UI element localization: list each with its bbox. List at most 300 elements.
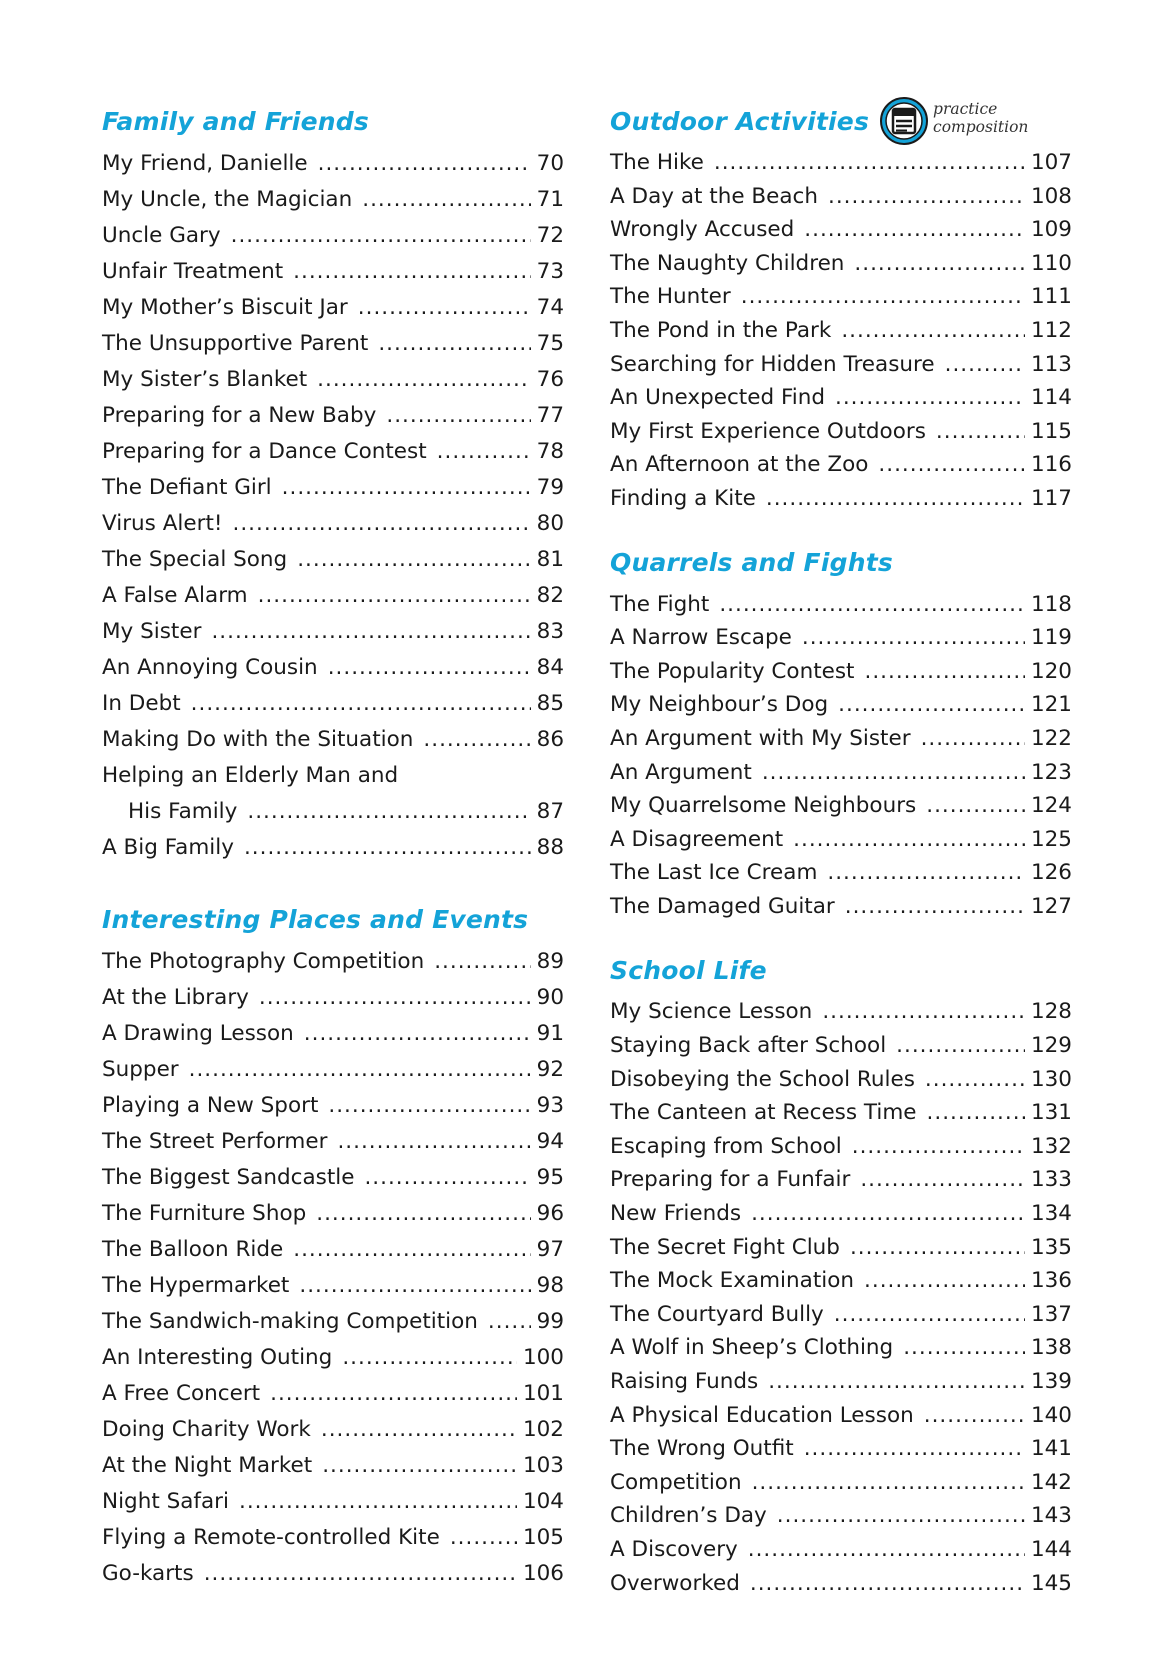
toc-entry[interactable] xyxy=(102,722,564,758)
toc-entry-title: A Discovery xyxy=(610,1536,738,1562)
toc-entry-page-number: 102 xyxy=(522,1417,564,1442)
toc-entry-page-number: 135 xyxy=(1030,1234,1072,1260)
toc-entry[interactable] xyxy=(102,362,564,398)
toc-entry-title: Finding a Kite xyxy=(610,485,756,511)
toc-entry-page-number: 144 xyxy=(1030,1536,1072,1562)
toc-entry-page-number: 124 xyxy=(1030,793,1072,819)
toc-entry[interactable] xyxy=(102,326,564,362)
toc-entry[interactable] xyxy=(610,655,1072,689)
toc-entry-title: The Wrong Outfit xyxy=(610,1436,794,1462)
toc-entry-page-number: 74 xyxy=(536,295,564,320)
toc-entry-page-number: 116 xyxy=(1030,452,1072,478)
dot-leader xyxy=(762,756,1025,790)
toc-entry-title: Supper xyxy=(102,1057,179,1082)
toc-entry-title: The Sandwich-making Competition xyxy=(102,1309,478,1334)
dot-leader xyxy=(845,890,1025,924)
toc-entry[interactable] xyxy=(610,1298,1072,1332)
dot-leader xyxy=(297,542,530,578)
toc-entry-title: My First Experience Outdoors xyxy=(610,418,926,444)
dot-leader xyxy=(488,1304,531,1340)
dot-leader xyxy=(244,830,531,866)
toc-entry-page-number: 79 xyxy=(536,475,564,500)
toc-entry-page-number: 110 xyxy=(1030,250,1072,276)
toc-entry-page-number: 122 xyxy=(1030,725,1072,751)
toc-entry-title: The Pond in the Park xyxy=(610,317,832,343)
dot-leader xyxy=(239,1484,517,1520)
dot-leader xyxy=(827,856,1025,890)
dot-leader xyxy=(259,980,531,1016)
practice-composition-icon xyxy=(879,96,929,146)
section-title: Quarrels and Fights xyxy=(610,548,893,578)
toc-entry-title: Preparing for a Funfair xyxy=(610,1167,851,1193)
toc-entry-title: My Mother’s Biscuit Jar xyxy=(102,295,348,320)
toc-entry-title: Overworked xyxy=(610,1570,740,1596)
toc-entry-title: An Argument with My Sister xyxy=(610,725,911,751)
toc-entry[interactable] xyxy=(610,588,1072,622)
toc-entry[interactable] xyxy=(610,1231,1072,1265)
toc-entry[interactable] xyxy=(102,182,564,218)
toc-entry[interactable] xyxy=(610,722,1072,756)
toc-entry-title: The Hike xyxy=(610,150,704,175)
section-school-life xyxy=(610,945,1072,1600)
toc-entry-title: The Courtyard Bully xyxy=(610,1301,824,1327)
toc-entry[interactable] xyxy=(102,1376,564,1412)
dot-leader xyxy=(936,415,1025,449)
dot-leader xyxy=(328,1088,530,1124)
toc-entry[interactable] xyxy=(102,1196,564,1232)
section-heading-row xyxy=(102,894,564,944)
section-outdoor-activities xyxy=(610,96,1072,516)
toc-entry[interactable] xyxy=(610,1466,1072,1500)
toc-entry-title: My Sister’s Blanket xyxy=(102,367,308,392)
toc-entry-title: Uncle Gary xyxy=(102,223,221,248)
dot-leader xyxy=(896,1029,1025,1063)
toc-entry-title: Searching for Hidden Treasure xyxy=(610,351,935,377)
dot-leader xyxy=(316,1196,530,1232)
dot-leader xyxy=(719,588,1025,622)
toc-entry-title: A Drawing Lesson xyxy=(102,1021,294,1046)
toc-entry-page-number: 118 xyxy=(1030,591,1072,617)
toc-entry[interactable] xyxy=(102,1556,564,1592)
toc-entry-page-number: 86 xyxy=(536,727,564,752)
dot-leader xyxy=(321,1412,517,1448)
toc-entry-title: The Last Ice Cream xyxy=(610,860,818,886)
toc-entry[interactable] xyxy=(610,1096,1072,1130)
dot-leader xyxy=(337,1124,530,1160)
toc-entry[interactable] xyxy=(102,506,564,542)
toc-entry-page-number: 142 xyxy=(1030,1469,1072,1495)
dot-leader xyxy=(328,650,531,686)
toc-entry[interactable] xyxy=(610,1499,1072,1533)
toc-entry-title: The Biggest Sandcastle xyxy=(102,1165,355,1190)
toc-entry[interactable] xyxy=(102,686,564,722)
toc-entry[interactable] xyxy=(610,1163,1072,1197)
toc-entry-page-number: 97 xyxy=(536,1237,564,1262)
toc-entry[interactable] xyxy=(610,381,1072,415)
dot-leader xyxy=(834,1298,1025,1332)
toc-entry-title: Flying a Remote-controlled Kite xyxy=(102,1525,440,1550)
dot-leader xyxy=(864,655,1024,689)
toc-entry-title: Doing Charity Work xyxy=(102,1417,311,1442)
toc-entry-title: A Physical Education Lesson xyxy=(610,1402,914,1428)
toc-entry[interactable] xyxy=(610,688,1072,722)
toc-entry-page-number: 132 xyxy=(1030,1133,1072,1159)
toc-entry-page-number: 115 xyxy=(1030,418,1072,444)
section-heading-row xyxy=(102,96,564,146)
toc-entry-title: His Family xyxy=(128,799,238,824)
toc-entry[interactable] xyxy=(102,614,564,650)
dot-leader xyxy=(317,362,530,398)
toc-entry[interactable] xyxy=(610,314,1072,348)
toc-entry[interactable] xyxy=(610,1331,1072,1365)
toc-entry-page-number: 117 xyxy=(1030,485,1072,511)
dot-leader xyxy=(191,686,531,722)
toc-entry-page-number: 114 xyxy=(1030,385,1072,411)
badge-text xyxy=(933,100,1028,136)
toc-entry-title: Wrongly Accused xyxy=(610,217,795,243)
toc-entry-title: Playing a New Sport xyxy=(102,1093,319,1118)
toc-entry-page-number: 103 xyxy=(522,1453,564,1478)
toc-entry-page-number: 120 xyxy=(1030,658,1072,684)
toc-entry-page-number: 108 xyxy=(1030,183,1072,209)
toc-entry-page-number: 77 xyxy=(536,403,564,428)
dot-leader xyxy=(860,1163,1025,1197)
toc-entry-page-number: 138 xyxy=(1030,1335,1072,1361)
toc-entry[interactable] xyxy=(610,756,1072,790)
toc-entry-page-number: 84 xyxy=(536,655,564,680)
section-heading-row xyxy=(610,945,1072,995)
toc-entry[interactable] xyxy=(102,1304,564,1340)
toc-entry[interactable] xyxy=(610,146,1072,180)
toc-entry-title: A Big Family xyxy=(102,835,234,860)
toc-entry[interactable] xyxy=(102,650,564,686)
toc-entry-page-number: 136 xyxy=(1030,1268,1072,1294)
toc-entry-title: My Science Lesson xyxy=(610,999,813,1025)
dot-leader xyxy=(304,1016,531,1052)
toc-entry-page-number: 101 xyxy=(522,1381,564,1406)
toc-entry-page-number: 95 xyxy=(536,1165,564,1190)
toc-entry-page-number: 92 xyxy=(536,1057,564,1082)
section-quarrels-and-fights xyxy=(610,538,1072,924)
toc-entry-title: The Fight xyxy=(610,591,710,617)
toc-entry-page-number: 85 xyxy=(536,691,564,716)
toc-entry[interactable] xyxy=(102,146,564,182)
toc-entry[interactable] xyxy=(610,1063,1072,1097)
dot-leader xyxy=(926,789,1025,823)
dot-leader xyxy=(386,398,530,434)
toc-entry-page-number: 127 xyxy=(1030,893,1072,919)
toc-entry-title: At the Night Market xyxy=(102,1453,313,1478)
toc-entry-page-number: 88 xyxy=(536,835,564,860)
toc-entry[interactable] xyxy=(610,1432,1072,1466)
toc-entry-title: A Wolf in Sheep’s Clothing xyxy=(610,1335,894,1361)
toc-entry-title: A Disagreement xyxy=(610,826,784,852)
toc-entry-page-number: 94 xyxy=(536,1129,564,1154)
dot-leader xyxy=(927,1096,1025,1130)
dot-leader xyxy=(793,823,1025,857)
dot-leader xyxy=(828,180,1025,214)
toc-entry-title: Children’s Day xyxy=(610,1503,767,1529)
toc-entry[interactable] xyxy=(610,1264,1072,1298)
toc-entry[interactable] xyxy=(102,434,564,470)
toc-entry-title-line: Helping an Elderly Man and xyxy=(102,763,399,788)
toc-entry-title: Preparing for a New Baby xyxy=(102,403,377,428)
toc-entry-title: Staying Back after School xyxy=(610,1033,887,1059)
toc-entry-page-number: 130 xyxy=(1030,1066,1072,1092)
dot-leader xyxy=(850,1231,1025,1265)
toc-entry[interactable] xyxy=(102,980,564,1016)
toc-entry-page-number: 107 xyxy=(1030,150,1072,175)
right-column xyxy=(610,96,1072,1600)
toc-entry-title: The Defiant Girl xyxy=(102,475,272,500)
toc-entry-page-number: 80 xyxy=(536,511,564,536)
toc-entry[interactable] xyxy=(610,1533,1072,1567)
dot-leader xyxy=(838,688,1025,722)
dot-leader xyxy=(752,1466,1025,1500)
dot-leader xyxy=(211,614,530,650)
toc-entry[interactable] xyxy=(102,830,564,866)
toc-entry-title: Competition xyxy=(610,1469,742,1495)
toc-entry[interactable] xyxy=(102,470,564,506)
toc-entry-page-number: 131 xyxy=(1030,1100,1072,1126)
toc-entry[interactable] xyxy=(102,290,564,326)
toc-entry-page-number: 123 xyxy=(1030,759,1072,785)
section-interesting-places-and-events xyxy=(102,894,564,1592)
toc-entry-title: An Interesting Outing xyxy=(102,1345,333,1370)
toc-entry[interactable] xyxy=(102,944,564,980)
dot-leader xyxy=(322,1448,517,1484)
dot-leader xyxy=(777,1499,1025,1533)
toc-entry[interactable] xyxy=(102,1052,564,1088)
dot-leader xyxy=(741,280,1025,314)
toc-entry-title: Virus Alert! xyxy=(102,511,223,536)
toc-entry-title: In Debt xyxy=(102,691,181,716)
toc-entry[interactable] xyxy=(102,794,564,830)
toc-entry-page-number: 93 xyxy=(536,1093,564,1118)
toc-entry[interactable] xyxy=(610,1365,1072,1399)
toc-entry-page-number: 100 xyxy=(522,1345,564,1370)
toc-entry-page-number: 106 xyxy=(522,1561,564,1586)
toc-entry-page-number: 129 xyxy=(1030,1033,1072,1059)
toc-entry[interactable] xyxy=(610,789,1072,823)
toc-entry-page-number: 109 xyxy=(1030,217,1072,243)
dot-leader xyxy=(293,1232,530,1268)
dot-leader xyxy=(878,448,1025,482)
toc-entry[interactable] xyxy=(610,621,1072,655)
toc-entry[interactable] xyxy=(610,1399,1072,1433)
dot-leader xyxy=(852,1130,1025,1164)
dot-leader xyxy=(247,794,530,830)
section-family-and-friends xyxy=(102,96,564,866)
left-column xyxy=(102,96,564,1592)
toc-entry-title: My Sister xyxy=(102,619,202,644)
toc-entry-title: A Narrow Escape xyxy=(610,625,792,651)
toc-entry[interactable] xyxy=(102,1520,564,1556)
toc-entry-title: Unfair Treatment xyxy=(102,259,284,284)
toc-entry-title: Preparing for a Dance Contest xyxy=(102,439,427,464)
dot-leader xyxy=(921,722,1025,756)
toc-entry-title: An Annoying Cousin xyxy=(102,655,318,680)
toc-entry[interactable] xyxy=(102,1160,564,1196)
toc-entry-page-number: 76 xyxy=(536,367,564,392)
toc-entry-page-number: 137 xyxy=(1030,1301,1072,1327)
dot-leader xyxy=(437,434,531,470)
toc-entry[interactable] xyxy=(102,1448,564,1484)
toc-entry-title: A False Alarm xyxy=(102,583,248,608)
toc-entry[interactable] xyxy=(610,280,1072,314)
toc-entry-page-number: 91 xyxy=(536,1021,564,1046)
dot-leader xyxy=(378,326,530,362)
dot-leader xyxy=(270,1376,517,1412)
toc-entry[interactable] xyxy=(610,180,1072,214)
toc-entry[interactable] xyxy=(610,247,1072,281)
toc-entry[interactable] xyxy=(102,254,564,290)
toc-entry[interactable] xyxy=(102,398,564,434)
toc-entry-page-number: 111 xyxy=(1030,284,1072,310)
toc-entry[interactable] xyxy=(610,890,1072,924)
toc-entry-page-number: 126 xyxy=(1030,860,1072,886)
dot-leader xyxy=(282,470,531,506)
dot-leader xyxy=(299,1268,530,1304)
toc-entry-page-number: 73 xyxy=(536,259,564,284)
toc-entry[interactable] xyxy=(610,448,1072,482)
toc-entry[interactable] xyxy=(102,1484,564,1520)
dot-leader xyxy=(714,146,1025,180)
toc-entry-page-number: 140 xyxy=(1030,1402,1072,1428)
section-title: School Life xyxy=(610,955,767,985)
dot-leader xyxy=(751,1197,1025,1231)
toc-entry-page-number: 112 xyxy=(1030,317,1072,343)
dot-leader xyxy=(903,1331,1025,1365)
badge-text-line2: composition xyxy=(933,118,1029,136)
toc-entry-page-number: 143 xyxy=(1030,1503,1072,1529)
toc-entry[interactable] xyxy=(102,218,564,254)
toc-entry[interactable] xyxy=(102,542,564,578)
toc-entry-page-number: 134 xyxy=(1030,1201,1072,1227)
toc-entry-page-number: 105 xyxy=(522,1525,564,1550)
dot-leader xyxy=(768,1365,1025,1399)
toc-entry-page-number: 90 xyxy=(536,985,564,1010)
toc-entry-page-number: 125 xyxy=(1030,826,1072,852)
dot-leader xyxy=(804,213,1025,247)
toc-entry[interactable] xyxy=(610,1029,1072,1063)
toc-entry-title: The Canteen at Recess Time xyxy=(610,1100,917,1126)
dot-leader xyxy=(835,381,1025,415)
toc-entry-page-number: 145 xyxy=(1030,1570,1072,1596)
toc-entry-page-number: 78 xyxy=(536,439,564,464)
dot-leader xyxy=(189,1052,531,1088)
dot-leader xyxy=(450,1520,517,1556)
toc-entry-page-number: 87 xyxy=(536,799,564,824)
toc-entry-page-number: 98 xyxy=(536,1273,564,1298)
toc-entry[interactable] xyxy=(610,823,1072,857)
toc-entry-page-number: 72 xyxy=(536,223,564,248)
toc-entry-page-number: 89 xyxy=(536,949,564,974)
dot-leader xyxy=(854,247,1025,281)
dot-leader xyxy=(233,506,531,542)
toc-entry-title: An Argument xyxy=(610,759,752,785)
toc-entry-page-number: 75 xyxy=(536,331,564,356)
dot-leader xyxy=(423,722,530,758)
badge-text-line1: practice xyxy=(933,100,998,118)
toc-entry-title: Go-karts xyxy=(102,1561,194,1586)
toc-entry[interactable] xyxy=(102,1340,564,1376)
section-title: Outdoor Activities xyxy=(610,106,870,136)
toc-entry-title: A Day at the Beach xyxy=(610,183,818,209)
toc-entry-page-number: 113 xyxy=(1030,351,1072,377)
toc-entry-title: The Unsupportive Parent xyxy=(102,331,369,356)
dot-leader xyxy=(748,1533,1025,1567)
toc-entry-title: The Furniture Shop xyxy=(102,1201,307,1226)
dot-leader xyxy=(362,182,530,218)
toc-entry[interactable] xyxy=(102,1412,564,1448)
toc-entry[interactable] xyxy=(102,1016,564,1052)
toc-entry-title: The Photography Competition xyxy=(102,949,425,974)
toc-entry-page-number: 141 xyxy=(1030,1436,1072,1462)
toc-entry-page-number: 71 xyxy=(536,187,564,212)
toc-entry-title: The Balloon Ride xyxy=(102,1237,284,1262)
toc-entry-page-number: 83 xyxy=(536,619,564,644)
toc-entry[interactable] xyxy=(610,213,1072,247)
dot-leader xyxy=(342,1340,517,1376)
toc-entry-title: The Special Song xyxy=(102,547,288,572)
dot-leader xyxy=(925,1063,1025,1097)
toc-entry-page-number: 96 xyxy=(536,1201,564,1226)
toc-entry-page-number: 81 xyxy=(536,547,564,572)
dot-leader xyxy=(434,944,530,980)
toc-entry-page-number: 139 xyxy=(1030,1369,1072,1394)
dot-leader xyxy=(924,1399,1025,1433)
toc-entry-title: My Quarrelsome Neighbours xyxy=(610,793,917,819)
dot-leader xyxy=(802,621,1025,655)
toc-entry-title: Disobeying the School Rules xyxy=(610,1066,915,1092)
section-heading-row xyxy=(610,96,1072,146)
toc-entry[interactable] xyxy=(610,856,1072,890)
toc-entry-title: The Naughty Children xyxy=(610,250,845,276)
toc-entry[interactable] xyxy=(610,1130,1072,1164)
toc-entry-title: Raising Funds xyxy=(610,1369,759,1394)
toc-entry[interactable] xyxy=(610,995,1072,1029)
toc-entry[interactable] xyxy=(610,348,1072,382)
dot-leader xyxy=(804,1432,1025,1466)
toc-entry-page-number: 121 xyxy=(1030,692,1072,718)
dot-leader xyxy=(766,482,1025,516)
toc-entry[interactable] xyxy=(102,1268,564,1304)
toc-entry-page-number: 128 xyxy=(1030,999,1072,1025)
practice-composition-badge xyxy=(879,96,1028,146)
toc-entry-page-number: 82 xyxy=(536,583,564,608)
dot-leader xyxy=(358,290,531,326)
toc-entry-title: A Free Concert xyxy=(102,1381,261,1406)
toc-entry-title: The Street Performer xyxy=(102,1129,328,1154)
toc-entry[interactable] xyxy=(610,1567,1072,1601)
toc-entry[interactable] xyxy=(610,415,1072,449)
toc-entry[interactable] xyxy=(610,1197,1072,1231)
toc-entry[interactable] xyxy=(610,482,1072,516)
toc-entry[interactable] xyxy=(102,1232,564,1268)
toc-entry[interactable] xyxy=(102,578,564,614)
toc-entry-page-number: 119 xyxy=(1030,625,1072,651)
toc-entry-title: The Secret Fight Club xyxy=(610,1234,840,1260)
section-title: Interesting Places and Events xyxy=(102,904,529,934)
toc-entry-title: An Unexpected Find xyxy=(610,385,825,411)
section-heading-row xyxy=(610,538,1072,588)
toc-entry-title: Night Safari xyxy=(102,1489,229,1514)
toc-entry[interactable] xyxy=(102,1088,564,1124)
toc-entry[interactable] xyxy=(102,1124,564,1160)
toc-entry-title: The Mock Examination xyxy=(610,1268,855,1294)
toc-entry-title: My Neighbour’s Dog xyxy=(610,692,829,718)
